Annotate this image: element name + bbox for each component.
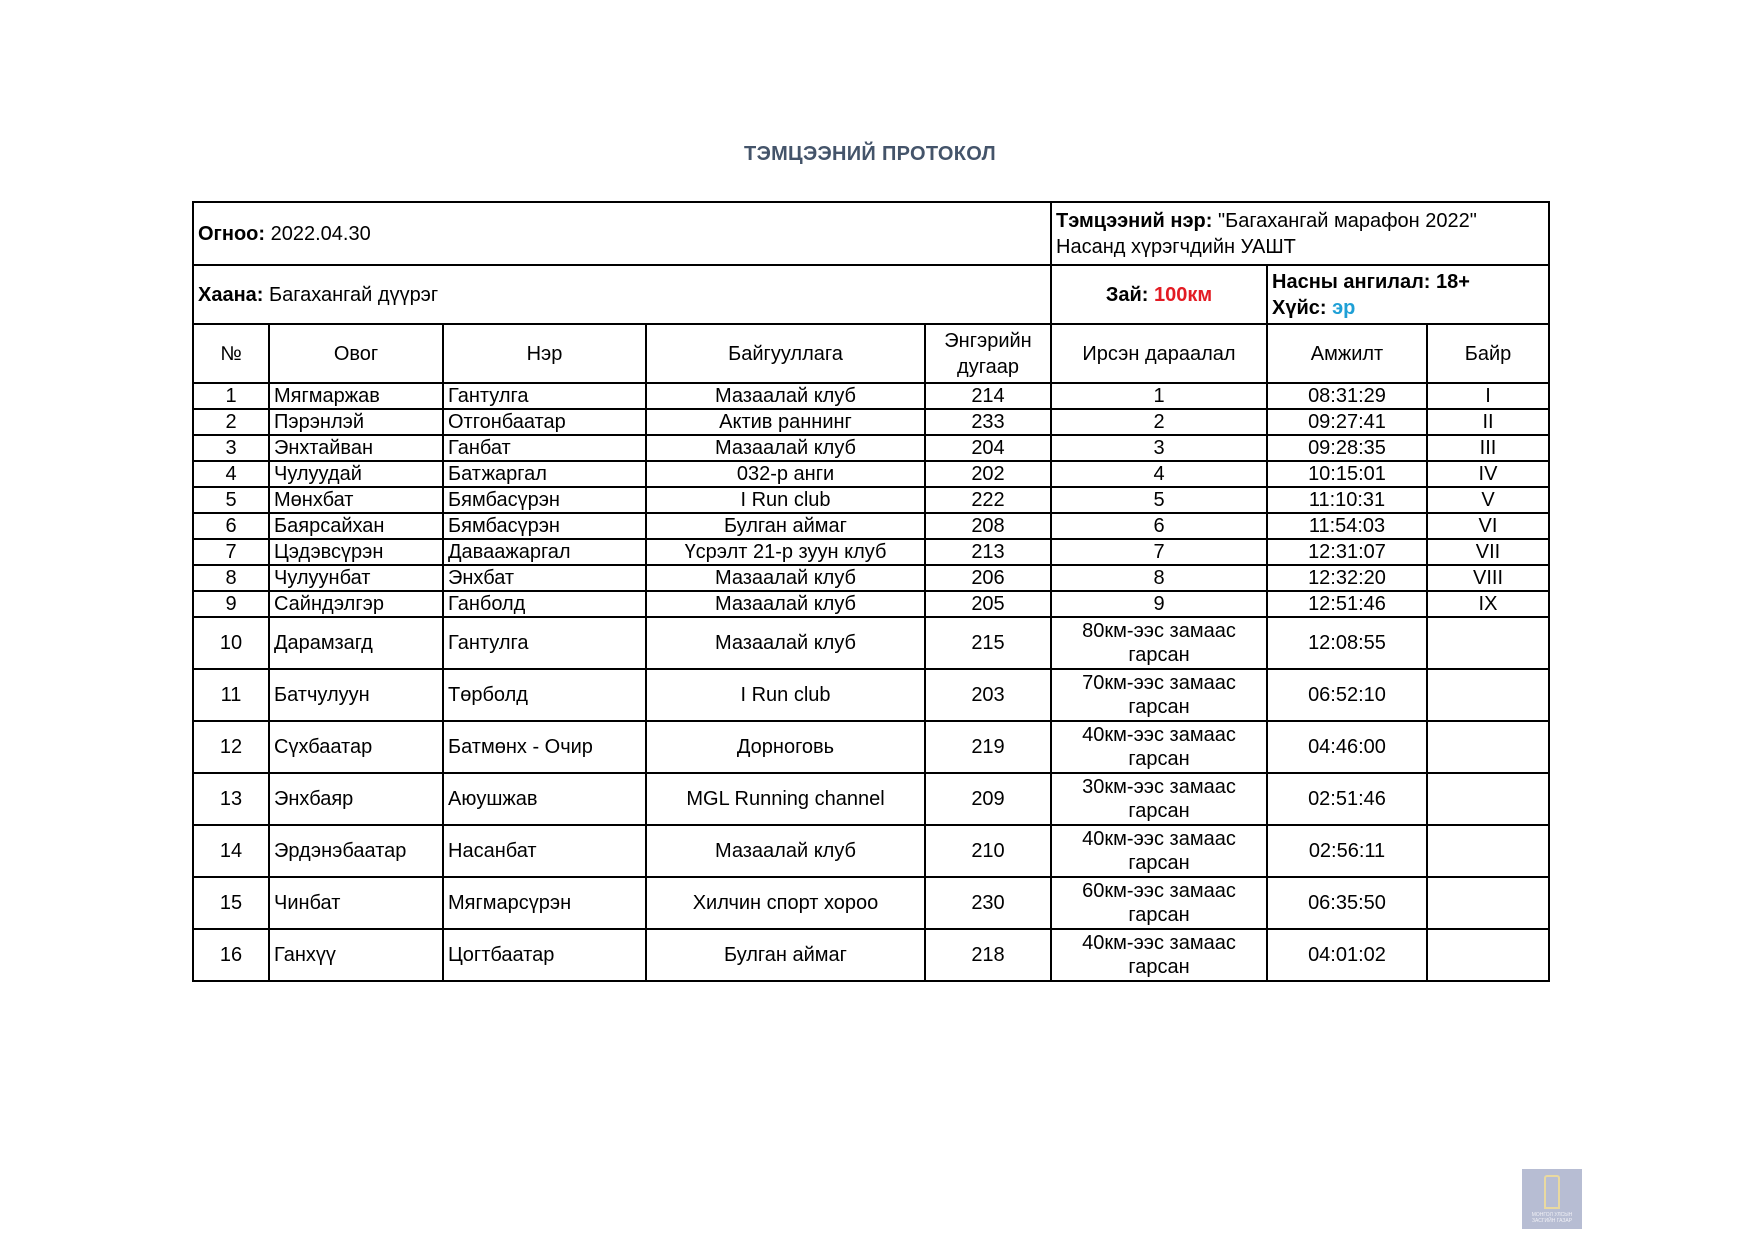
surname-cell: Ганхүү [269,929,443,981]
date-label: Огноо: [198,222,266,245]
col-header-result: Амжилт [1267,324,1427,383]
surname-cell: Пэрэнлэй [269,409,443,435]
result-time-cell: 06:52:10 [1267,669,1427,721]
row-number-cell: 8 [193,565,269,591]
organization-cell: Мазаалай клуб [646,591,925,617]
row-number-cell: 4 [193,461,269,487]
bib-number-cell: 208 [925,513,1051,539]
row-number-cell: 9 [193,591,269,617]
surname-cell: Цэдэвсүрэн [269,539,443,565]
given-name-cell: Энхбат [443,565,646,591]
organization-cell: Үсрэлт 21-р зуун клуб [646,539,925,565]
organization-cell: I Run club [646,669,925,721]
bib-number-cell: 214 [925,383,1051,409]
bib-number-cell: 222 [925,487,1051,513]
row-number-cell: 14 [193,825,269,877]
row-number-cell: 11 [193,669,269,721]
col-header-organization: Байгууллага [646,324,925,383]
organization-cell: Мазаалай клуб [646,383,925,409]
date-value: 2022.04.30 [270,222,371,245]
place-cell [1427,877,1549,929]
given-name-cell: Отгонбаатар [443,409,646,435]
gender-label: Хүйс: [1272,296,1327,319]
row-number-cell: 12 [193,721,269,773]
table-row [193,383,1549,409]
age-category: Насны ангилал: 18+ [1272,270,1470,293]
place-cell: VIII [1427,565,1549,591]
given-name-cell: Ганбат [443,435,646,461]
row-number-cell: 1 [193,383,269,409]
organization-cell: Мазаалай клуб [646,825,925,877]
finish-order-cell: 70км-ээс замаас гарсан [1051,669,1267,721]
organization-cell: Булган аймаг [646,929,925,981]
distance-value: 100км [1153,283,1213,306]
bib-number-cell: 218 [925,929,1051,981]
result-time-cell: 11:54:03 [1267,513,1427,539]
row-number-cell: 10 [193,617,269,669]
table-row [193,539,1549,565]
row-number-cell: 15 [193,877,269,929]
place-label: Хаана: [198,283,264,306]
col-header-name: Нэр [443,324,646,383]
surname-cell: Чулуунбат [269,565,443,591]
event-subtitle: Насанд хүрэгчдийн УАШТ [1056,235,1296,258]
document-title: ТЭМЦЭЭНИЙ ПРОТОКОЛ [744,143,996,165]
organization-cell: Мазаалай клуб [646,435,925,461]
organization-cell: Хилчин спорт хороо [646,877,925,929]
table-row [193,461,1549,487]
place-cell: VII [1427,539,1549,565]
given-name-cell: Батжаргал [443,461,646,487]
finish-order-cell: 40км-ээс замаас гарсан [1051,825,1267,877]
place-cell: IV [1427,461,1549,487]
col-header-surname: Овог [269,324,443,383]
finish-order-cell: 80км-ээс замаас гарсан [1051,617,1267,669]
bib-number-cell: 230 [925,877,1051,929]
finish-order-cell: 4 [1051,461,1267,487]
place-cell [1427,929,1549,981]
results-body [193,383,1549,981]
bib-number-cell: 233 [925,409,1051,435]
table-row [193,565,1549,591]
organization-cell: Мазаалай клуб [646,617,925,669]
protocol-table [192,201,1550,982]
surname-cell: Чинбат [269,877,443,929]
result-time-cell: 12:32:20 [1267,565,1427,591]
finish-order-cell: 7 [1051,539,1267,565]
government-emblem-icon [1544,1175,1560,1209]
event-label: Тэмцээний нэр: [1056,209,1213,232]
bib-number-cell: 215 [925,617,1051,669]
row-number-cell: 2 [193,409,269,435]
given-name-cell: Гантулга [443,617,646,669]
finish-order-cell: 40км-ээс замаас гарсан [1051,929,1267,981]
given-name-cell: Мягмарсүрэн [443,877,646,929]
given-name-cell: Ганболд [443,591,646,617]
bib-number-cell: 206 [925,565,1051,591]
given-name-cell: Цогтбаатар [443,929,646,981]
surname-cell: Мөнхбат [269,487,443,513]
surname-cell: Эрдэнэбаатар [269,825,443,877]
row-number-cell: 7 [193,539,269,565]
result-time-cell: 08:31:29 [1267,383,1427,409]
organization-cell: 032-р анги [646,461,925,487]
row-number-cell: 5 [193,487,269,513]
bib-number-cell: 203 [925,669,1051,721]
result-time-cell: 12:08:55 [1267,617,1427,669]
surname-cell: Баярсайхан [269,513,443,539]
government-logo [1522,1169,1582,1229]
place-cell: II [1427,409,1549,435]
result-time-cell: 12:31:07 [1267,539,1427,565]
table-row [193,487,1549,513]
table-row [193,773,1549,825]
place-cell: V [1427,487,1549,513]
col-header-no: № [193,324,269,383]
table-row [193,513,1549,539]
result-time-cell: 04:46:00 [1267,721,1427,773]
finish-order-cell: 3 [1051,435,1267,461]
finish-order-cell: 5 [1051,487,1267,513]
finish-order-cell: 8 [1051,565,1267,591]
event-value: "Багахангай марафон 2022" [1217,209,1477,232]
surname-cell: Сайндэлгэр [269,591,443,617]
col-header-bib: Энгэрийн дугаар [925,324,1051,383]
gender-value: эр [1332,296,1356,319]
finish-order-cell: 6 [1051,513,1267,539]
column-header-row [193,324,1549,383]
table-row [193,435,1549,461]
table-row [193,409,1549,435]
finish-order-cell: 30км-ээс замаас гарсан [1051,773,1267,825]
result-time-cell: 02:56:11 [1267,825,1427,877]
table-row [193,825,1549,877]
finish-order-cell: 1 [1051,383,1267,409]
result-time-cell: 06:35:50 [1267,877,1427,929]
place-cell [1427,617,1549,669]
logo-text: МОНГОЛ УЛСЫН ЗАСГИЙН ГАЗАР [1531,1212,1573,1224]
category-cell [1267,265,1549,324]
table-row [193,721,1549,773]
place-cell: III [1427,435,1549,461]
surname-cell: Энхтайван [269,435,443,461]
row-number-cell: 6 [193,513,269,539]
finish-order-cell: 60км-ээс замаас гарсан [1051,877,1267,929]
bib-number-cell: 213 [925,539,1051,565]
table-row [193,591,1549,617]
finish-order-cell: 40км-ээс замаас гарсан [1051,721,1267,773]
result-time-cell: 09:28:35 [1267,435,1427,461]
row-number-cell: 16 [193,929,269,981]
organization-cell: Дорноговь [646,721,925,773]
surname-cell: Дарамзагд [269,617,443,669]
bib-number-cell: 204 [925,435,1051,461]
given-name-cell: Төрболд [443,669,646,721]
organization-cell: I Run club [646,487,925,513]
place-cell [1427,669,1549,721]
place-cell [1427,825,1549,877]
result-time-cell: 02:51:46 [1267,773,1427,825]
event-cell [1051,202,1549,265]
bib-number-cell: 205 [925,591,1051,617]
organization-cell: Актив раннинг [646,409,925,435]
result-time-cell: 12:51:46 [1267,591,1427,617]
bib-number-cell: 210 [925,825,1051,877]
place-cell: VI [1427,513,1549,539]
col-header-place: Байр [1427,324,1549,383]
place-cell [1427,773,1549,825]
col-header-finish-order: Ирсэн дараалал [1051,324,1267,383]
given-name-cell: Аюушжав [443,773,646,825]
given-name-cell: Даваажаргал [443,539,646,565]
result-time-cell: 09:27:41 [1267,409,1427,435]
given-name-cell: Гантулга [443,383,646,409]
result-time-cell: 10:15:01 [1267,461,1427,487]
distance-cell [1051,265,1267,324]
bib-number-cell: 202 [925,461,1051,487]
place-cell: I [1427,383,1549,409]
result-time-cell: 04:01:02 [1267,929,1427,981]
date-cell [193,202,1051,265]
distance-label: Зай: [1105,283,1149,306]
surname-cell: Сүхбаатар [269,721,443,773]
table-row [193,669,1549,721]
row-number-cell: 13 [193,773,269,825]
place-cell [193,265,1051,324]
bib-number-cell: 219 [925,721,1051,773]
given-name-cell: Батмөнх - Очир [443,721,646,773]
place-cell [1427,721,1549,773]
result-time-cell: 11:10:31 [1267,487,1427,513]
organization-cell: MGL Running channel [646,773,925,825]
table-row [193,617,1549,669]
organization-cell: Мазаалай клуб [646,565,925,591]
given-name-cell: Бямбасүрэн [443,487,646,513]
surname-cell: Чулуудай [269,461,443,487]
organization-cell: Булган аймаг [646,513,925,539]
finish-order-cell: 9 [1051,591,1267,617]
finish-order-cell: 2 [1051,409,1267,435]
surname-cell: Батчулуун [269,669,443,721]
surname-cell: Энхбаяр [269,773,443,825]
given-name-cell: Насанбат [443,825,646,877]
given-name-cell: Бямбасүрэн [443,513,646,539]
table-row [193,877,1549,929]
surname-cell: Мягмаржав [269,383,443,409]
table-row [193,929,1549,981]
bib-number-cell: 209 [925,773,1051,825]
place-cell: IX [1427,591,1549,617]
row-number-cell: 3 [193,435,269,461]
place-value: Багахангай дүүрэг [269,283,439,306]
